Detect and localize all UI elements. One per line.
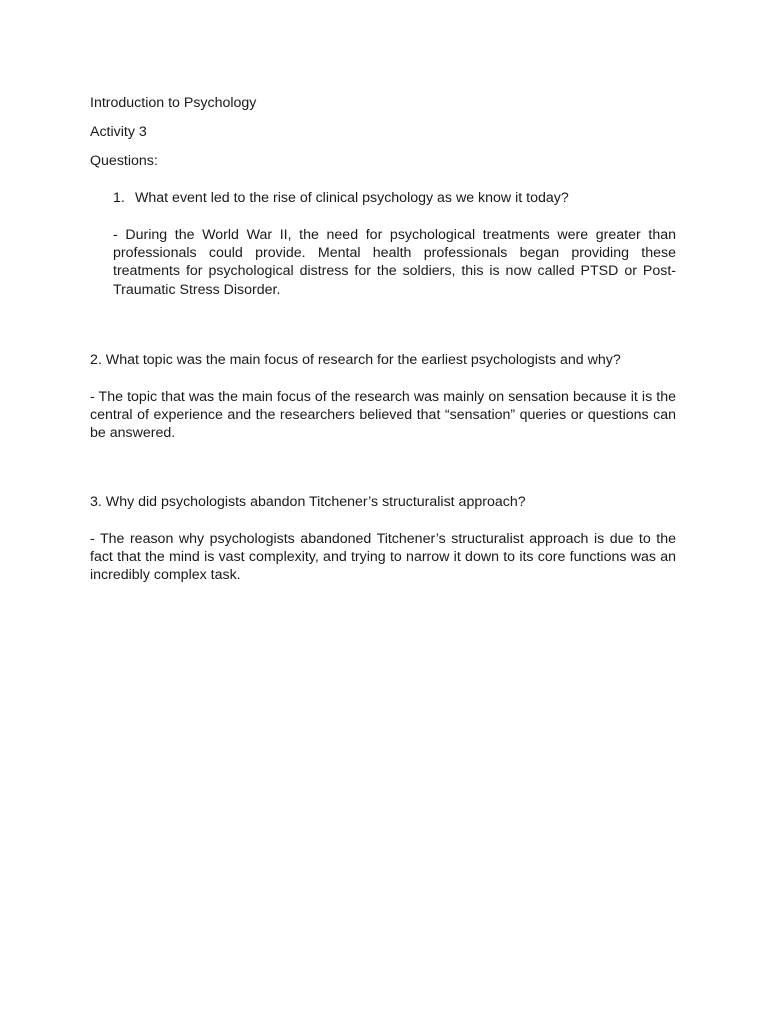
question-2	[90, 351, 621, 369]
question-2-number: 2.	[90, 352, 102, 368]
question-1-text: What event led to the rise of clinical psychology as we know it today?	[135, 190, 569, 206]
question-3-number: 3.	[90, 494, 102, 510]
question-2-text: What topic was the main focus of research for the earliest psychologists and why?	[105, 352, 621, 368]
questions-heading: Questions:	[90, 153, 158, 169]
activity-label: Activity 3	[90, 124, 147, 140]
question-3-text: Why did psychologists abandon Titchener’s structuralist approach?	[105, 494, 526, 510]
course-title: Introduction to Psychology	[90, 95, 257, 111]
answer-3: - The reason why psychologists abandoned Titchener’s structuralist approach is due to the fact that the mind is vast complexity, and trying to narrow it down to its core functions was an incredibly complex task.	[90, 531, 676, 584]
question-1-number: 1.	[113, 190, 125, 206]
question-3	[90, 493, 526, 511]
answer-1: - During the World War II, the need for psychological treatments were greater than professionals could provide. Mental health professionals began providing these treatments for psychological distress for the soldiers, this is now called PTSD or Post-Traumatic Stress Disorder.	[113, 227, 676, 298]
question-1	[113, 189, 569, 207]
answer-2: - The topic that was the main focus of the research was mainly on sensation because it is the central of experience and the researchers believed that “sensation” queries or questions can be answered.	[90, 389, 676, 442]
